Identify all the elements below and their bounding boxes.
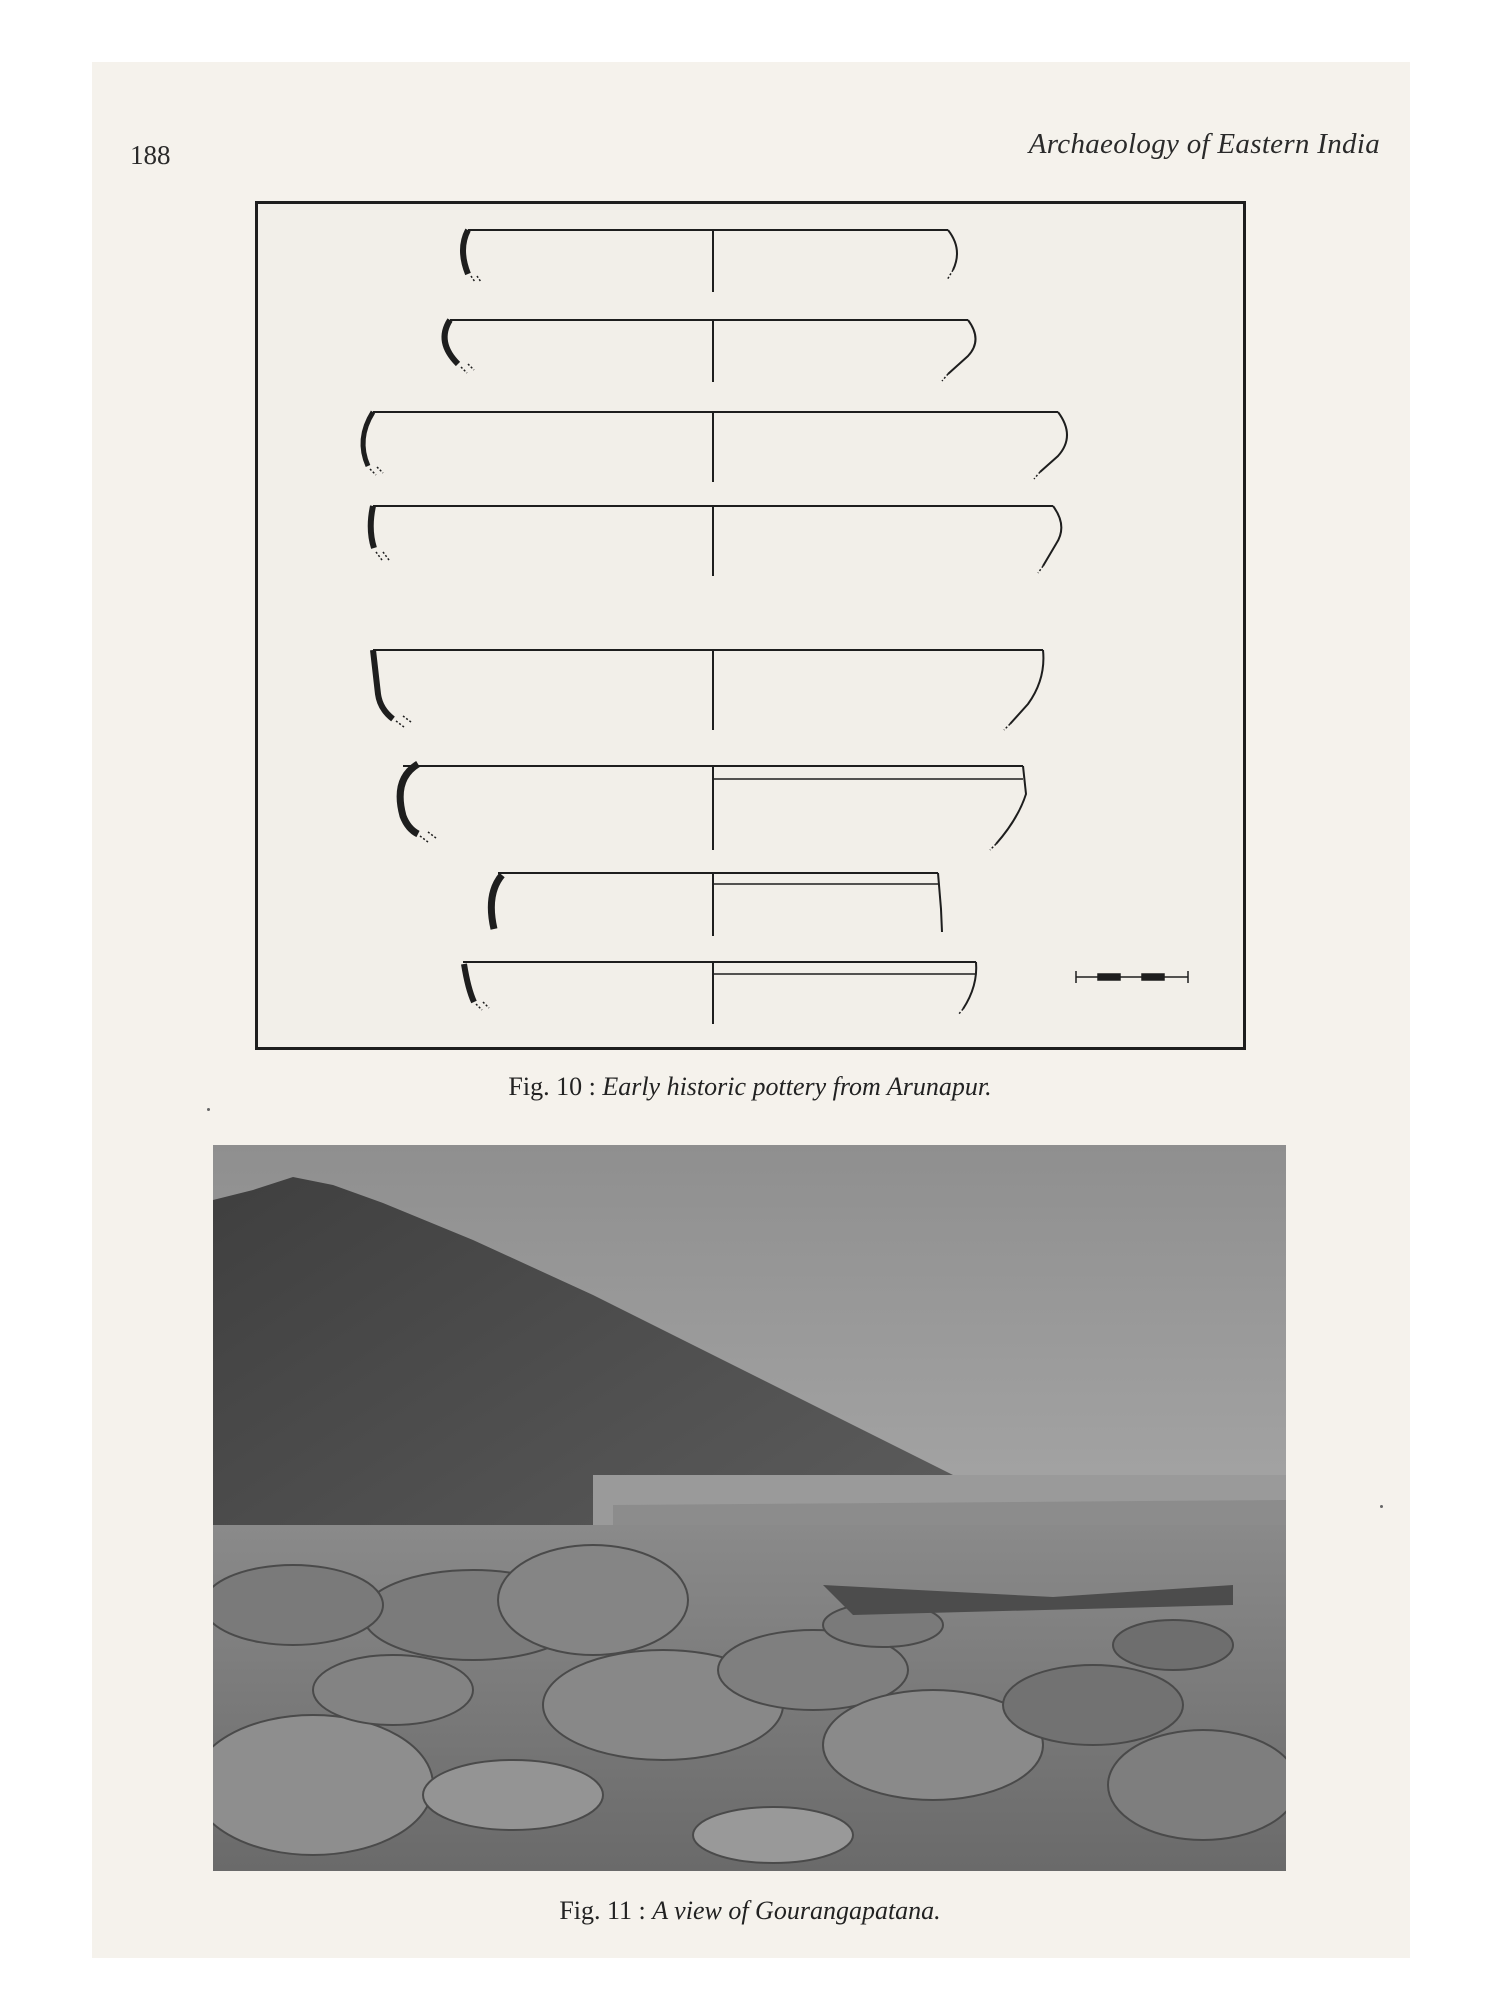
figure-10-title: Early historic pottery from Arunapur. bbox=[602, 1072, 992, 1101]
figure-11-title: A view of Gourangapatana. bbox=[652, 1896, 941, 1925]
figure-11-label: Fig. 11 : bbox=[559, 1896, 646, 1925]
landscape-photo bbox=[213, 1145, 1286, 1871]
pottery-profile-6 bbox=[400, 764, 1026, 850]
pottery-profile-7 bbox=[491, 873, 942, 936]
pottery-profile-2 bbox=[445, 320, 976, 382]
running-head: Archaeology of Eastern India bbox=[1028, 128, 1380, 160]
scale-bar bbox=[1076, 971, 1188, 983]
print-speck bbox=[1380, 1505, 1383, 1508]
pottery-profile-4 bbox=[371, 506, 1062, 576]
page-number: 188 bbox=[130, 140, 171, 170]
pottery-profile-5 bbox=[373, 650, 1043, 730]
pottery-figure bbox=[255, 201, 1246, 1050]
pottery-drawing bbox=[258, 204, 1243, 1047]
photo-image bbox=[213, 1145, 1286, 1871]
print-speck bbox=[207, 1108, 210, 1111]
pottery-profile-1 bbox=[463, 230, 957, 292]
pottery-profile-8 bbox=[463, 962, 976, 1024]
pottery-profile-3 bbox=[363, 412, 1067, 482]
figure-10-label: Fig. 10 : bbox=[508, 1072, 596, 1101]
figure-10-caption bbox=[0, 1072, 1500, 1102]
figure-11-caption bbox=[0, 1896, 1500, 1926]
